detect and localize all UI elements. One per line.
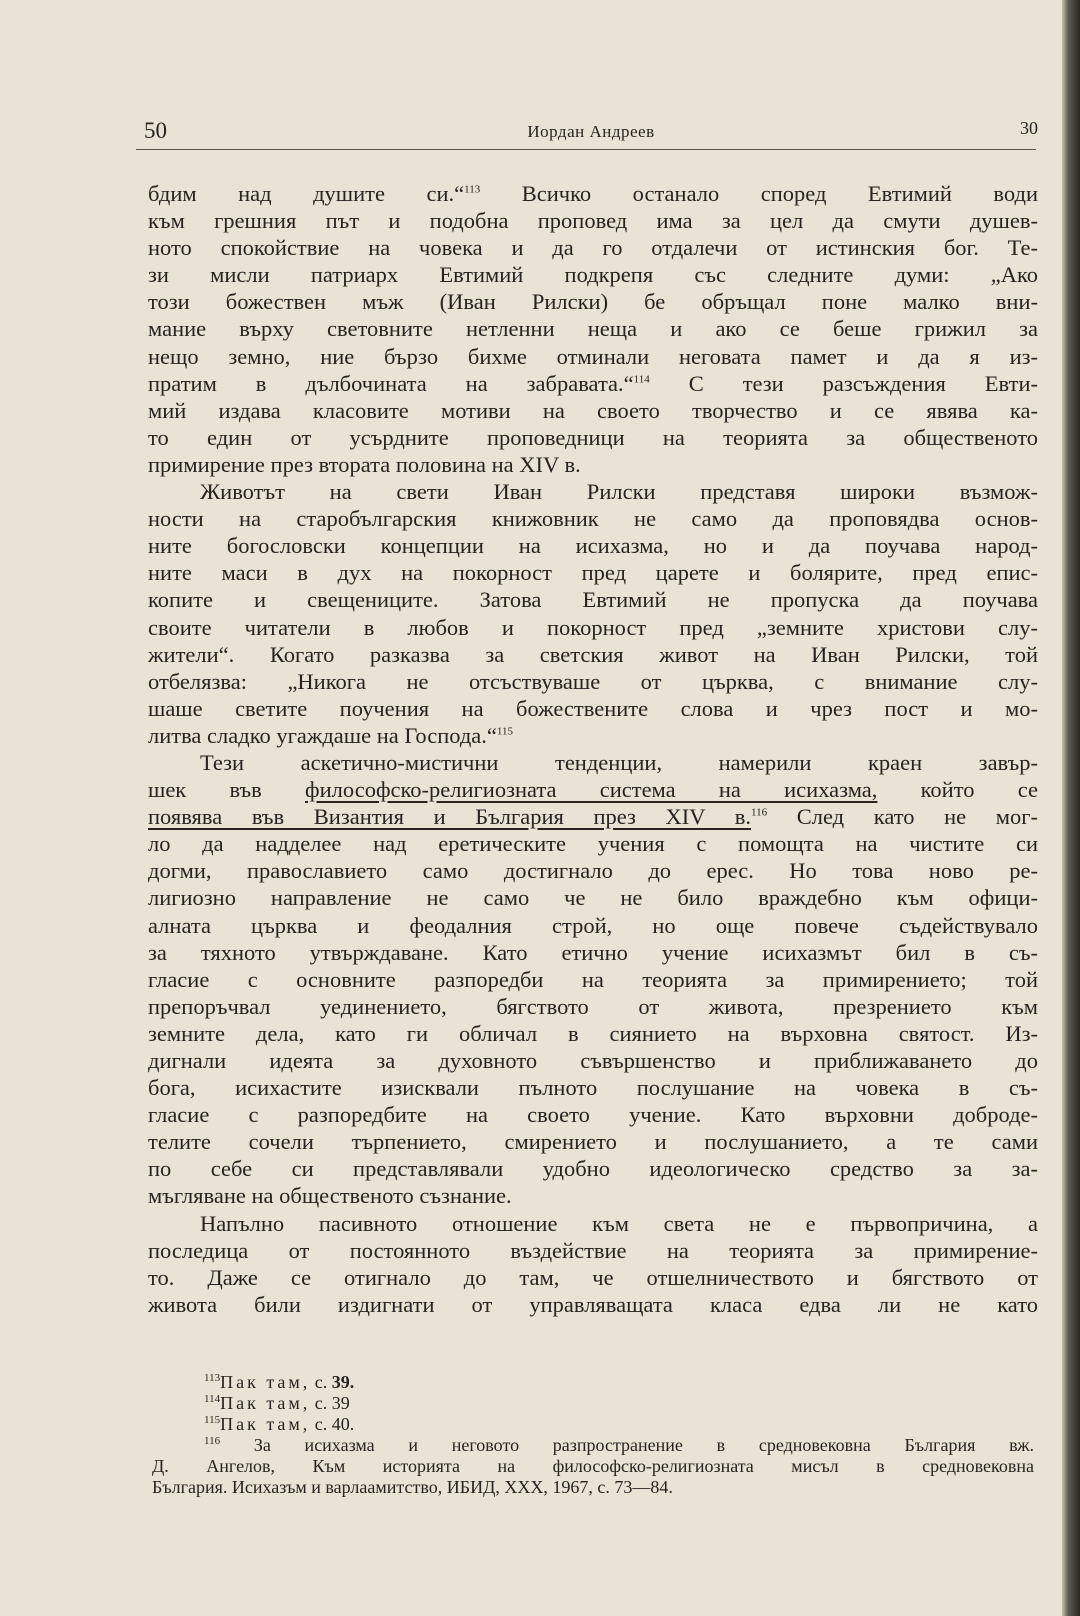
- footnote-ref-113: 113: [464, 183, 481, 196]
- footnote-115: $^{115}$Пак там, с. 40.: [204, 1414, 355, 1434]
- text-line: живота били издигнати от управляващата класа едва ли не като: [148, 1291, 1038, 1317]
- book-binding-edge: [1062, 0, 1080, 1616]
- text-line: земните дела, като ги обличал в сиянието на върховна святост. Из-: [148, 1020, 1038, 1046]
- underlined-phrase: философско-религиозната система на исихазма,: [305, 777, 878, 803]
- text-line: дигнали идеята за духовното съвършенство и приближаването до: [148, 1048, 1038, 1073]
- footnote-116-cont: Д. Ангелов, Към историята на философско-религиозната мисъл в средновековна: [152, 1456, 1034, 1476]
- text-line: бога, исихастите изисквали пълното послушание на човека в съ-: [148, 1075, 1038, 1101]
- paragraph-3: [148, 749, 1038, 1210]
- text-line: мий издава класовите мотиви на своето творчество и се явява ка-: [148, 397, 1038, 423]
- text-line: шек във философско-религиозната система на исихазма, който се: [148, 777, 1038, 803]
- running-head-author: Иордан Андреев: [527, 122, 655, 141]
- text-line: за тяхното утвърждаване. Като етично учение исихазмът бил в съ-: [148, 939, 1038, 965]
- text-line: копите и свещениците. Затова Евтимий не пропуска да поучава: [148, 587, 1038, 613]
- text-line: към грешния път и подобна проповед има за цел да смути душев-: [148, 208, 1038, 234]
- text-line: лигиозно направление не само че не било враждебно към офици-: [148, 885, 1038, 911]
- text-line: телите сочели търпението, смирението и послушанието, а те сами: [148, 1129, 1038, 1155]
- text-line: литва сладко угаждаше на Господа.“$^{115}$: [148, 722, 513, 748]
- footnote-116-cont: България. Исихазъм и варлаамитство, ИБИД, XXX, 1967, с. 73—84.: [152, 1477, 673, 1497]
- text-line: ности на старобългарския книжовник не само да проповядва основ-: [148, 506, 1038, 532]
- text-line: мъгляване на общественото съзнание.: [148, 1183, 512, 1209]
- text-line: примирение през втората половина на XIV в.: [148, 451, 581, 477]
- text-line: зи мисли патриарх Евтимий подкрепя със следните думи: „Ако: [148, 262, 1038, 288]
- footnote-ref-115: 115: [496, 725, 513, 738]
- footnote-116: $^{116}$ За исихазма и неговото разпространение в средновековна България вж.: [204, 1435, 1035, 1455]
- text-line: този божествен мъж (Иван Рилски) бе обръщал поне малко вни-: [148, 289, 1038, 315]
- running-header: [140, 118, 1042, 148]
- text-line: гласие с разпоредбите на своето учение. Като върховни доброде-: [148, 1102, 1038, 1128]
- text-line: бдим над душите си.“$^{113}$ Всичко останало според Евтимий води: [148, 181, 1038, 206]
- text-line: своите читатели в любов и покорност пред „земните христови слу-: [148, 614, 1038, 640]
- text-line: гласие с основните разпоредби на теорията за примирението; той: [148, 966, 1038, 992]
- main-text: [148, 180, 1038, 1318]
- paragraph-4: [148, 1210, 1038, 1318]
- text-line: то. Даже се отигнало до там, че отшелничеството и бягството от: [148, 1264, 1038, 1290]
- corner-mark: 30: [1020, 118, 1038, 138]
- text-line: шаше светите поучения на божествените слова и чрез пост и мо-: [148, 695, 1038, 721]
- text-line: препоръчвал уединението, бягството от живота, презрението към: [148, 993, 1038, 1019]
- text-line: нещо земно, ние бързо бихме отминали неговата памет и да я из-: [148, 343, 1038, 369]
- text-line: жители“. Когато разказва за светския живот на Иван Рилски, той: [148, 641, 1038, 667]
- text-line: ло да надделее над еретическите учения с помощта на чистите си: [148, 831, 1038, 857]
- footnote-ref-116: 116: [751, 806, 768, 819]
- text-line: ните маси в дух на покорност пред царете и болярите, пред епис-: [148, 560, 1038, 586]
- text-line: Животът на свети Иван Рилски представя широки възмож-: [200, 479, 1038, 505]
- text-line: то един от усърдните проповедници на теорията за общественото: [148, 424, 1038, 450]
- footnote-114: $^{114}$Пак там, с. 39: [204, 1393, 350, 1413]
- paragraph-1: [148, 180, 1038, 478]
- text-line: Тези аскетично-мистични тенденции, намерили краен завър-: [200, 749, 1038, 775]
- text-line: пратим в дълбочината на забравата.“$^{114}$ С тези разсъждения Евти-: [148, 370, 1038, 396]
- text-line: мание върху световните нетленни неща и ако се беше грижил за: [148, 316, 1038, 342]
- text-line: отбелязва: „Никога не отсъствуваше от църква, с внимание слу-: [148, 668, 1038, 694]
- header-rule: [136, 149, 1036, 150]
- text-line: догми, православието само достигнало до ерес. Но това ново ре-: [148, 858, 1038, 884]
- footnote-113: $^{113}$Пак там, с. 39.: [204, 1372, 355, 1392]
- footnote-ref-114: 114: [633, 373, 650, 386]
- text-line: появява във Византия и България през XIV в.$^{116}$ След като не мог-: [148, 804, 1038, 830]
- footnotes: [152, 1372, 1034, 1498]
- text-line: по себе си представлявали удобно идеологическо средство за за-: [148, 1156, 1038, 1182]
- text-line: Напълно пасивното отношение към света не е първопричина, а: [200, 1210, 1038, 1236]
- paragraph-2: [148, 478, 1038, 749]
- text-line: последица от постоянното въздействие на теорията за примирение-: [148, 1237, 1038, 1263]
- text-line: ното спокойствие на човека и да го отдалечи от истинския бог. Те-: [148, 235, 1038, 261]
- text-line: ните богословски концепции на исихазма, но и да поучава народ-: [148, 533, 1038, 559]
- page-number: 50: [144, 118, 167, 143]
- text-line: алната църква и феодалния строй, но още повече съдействувало: [148, 912, 1038, 938]
